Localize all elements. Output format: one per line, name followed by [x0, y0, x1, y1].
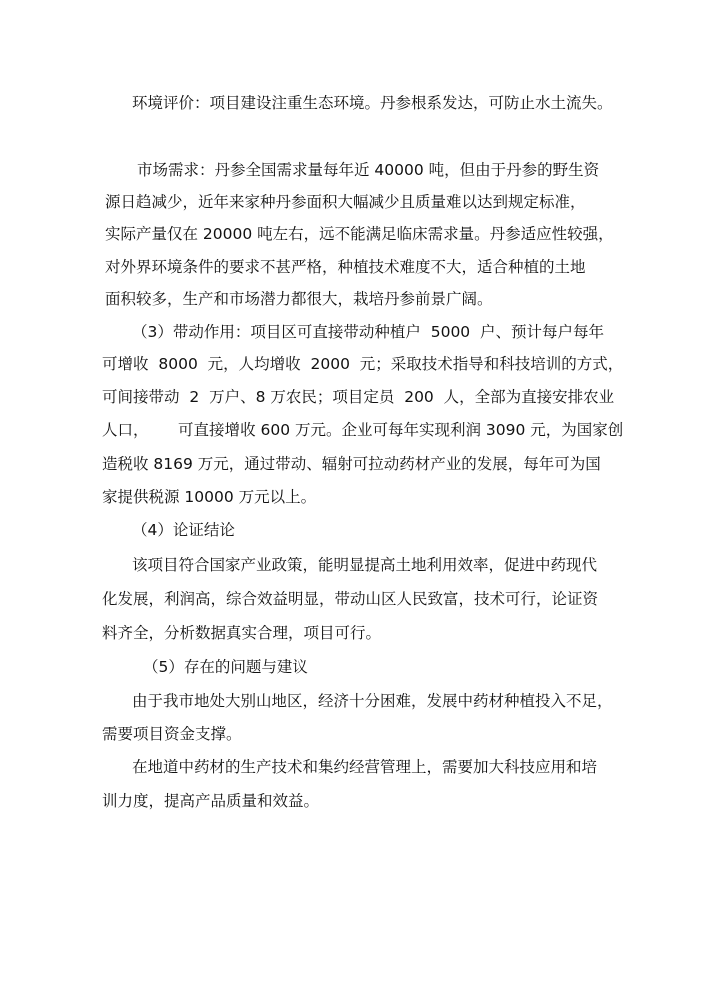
drive-line-2: 可增收 8000 元，人均增收 2000 元；采取技术指导和科技培训的方式， — [102, 355, 624, 373]
environment-paragraph: 环境评价：项目建设注重生态环境。丹参根系发达，可防止水土流失。 — [132, 94, 613, 112]
problems-p1-line-2: 需要项目资金支撑。 — [102, 725, 242, 743]
market-line-4: 对外界环境条件的要求不甚严格，种植技术难度不大，适合种植的土地 — [105, 258, 586, 276]
market-line-2: 源日趋减少，近年来家种丹参面积大幅减少且质量难以达到规定标准， — [105, 193, 586, 211]
problems-heading: （5）存在的问题与建议 — [143, 658, 308, 676]
conclusion-line-3: 料齐全，分析数据真实合理，项目可行。 — [102, 624, 382, 642]
drive-line-3: 可间接带动 2 万户、8 万农民；项目定员 200 人，全部为直接安排农业 — [102, 388, 615, 406]
market-line-5: 面积较多，生产和市场潜力都很大，栽培丹参前景广阔。 — [105, 290, 493, 308]
drive-line-1: （3）带动作用：项目区可直接带动种植户 5000 户、预计每户每年 — [132, 323, 605, 341]
problems-p2-line-2: 训力度，提高产品质量和效益。 — [102, 792, 320, 810]
conclusion-heading: （4）论证结论 — [132, 521, 235, 539]
drive-line-5: 造税收 8169 万元，通过带动、辐射可拉动药材产业的发展，每年可为国 — [102, 455, 601, 473]
drive-line-4: 人口， 可直接增收 600 万元。企业可每年实现利润 3090 元，为国家创 — [102, 421, 624, 439]
conclusion-line-2: 化发展，利润高，综合效益明显，带动山区人民致富，技术可行，论证资 — [102, 590, 599, 608]
conclusion-line-1: 该项目符合国家产业政策，能明显提高土地利用效率，促进中药现代 — [132, 556, 598, 574]
drive-line-6: 家提供税源 10000 万元以上。 — [102, 488, 317, 506]
market-line-3: 实际产量仅在 20000 吨左右，远不能满足临床需求量。丹参适应性较强， — [105, 225, 614, 243]
problems-p1-line-1: 由于我市地处大别山地区，经济十分困难，发展中药材种植投入不足， — [132, 692, 613, 710]
problems-p2-line-1: 在地道中药材的生产技术和集约经营管理上，需要加大科技应用和培 — [132, 758, 598, 776]
market-line-1: 市场需求：丹参全国需求量每年近 40000 吨，但由于丹参的野生资 — [137, 161, 600, 179]
